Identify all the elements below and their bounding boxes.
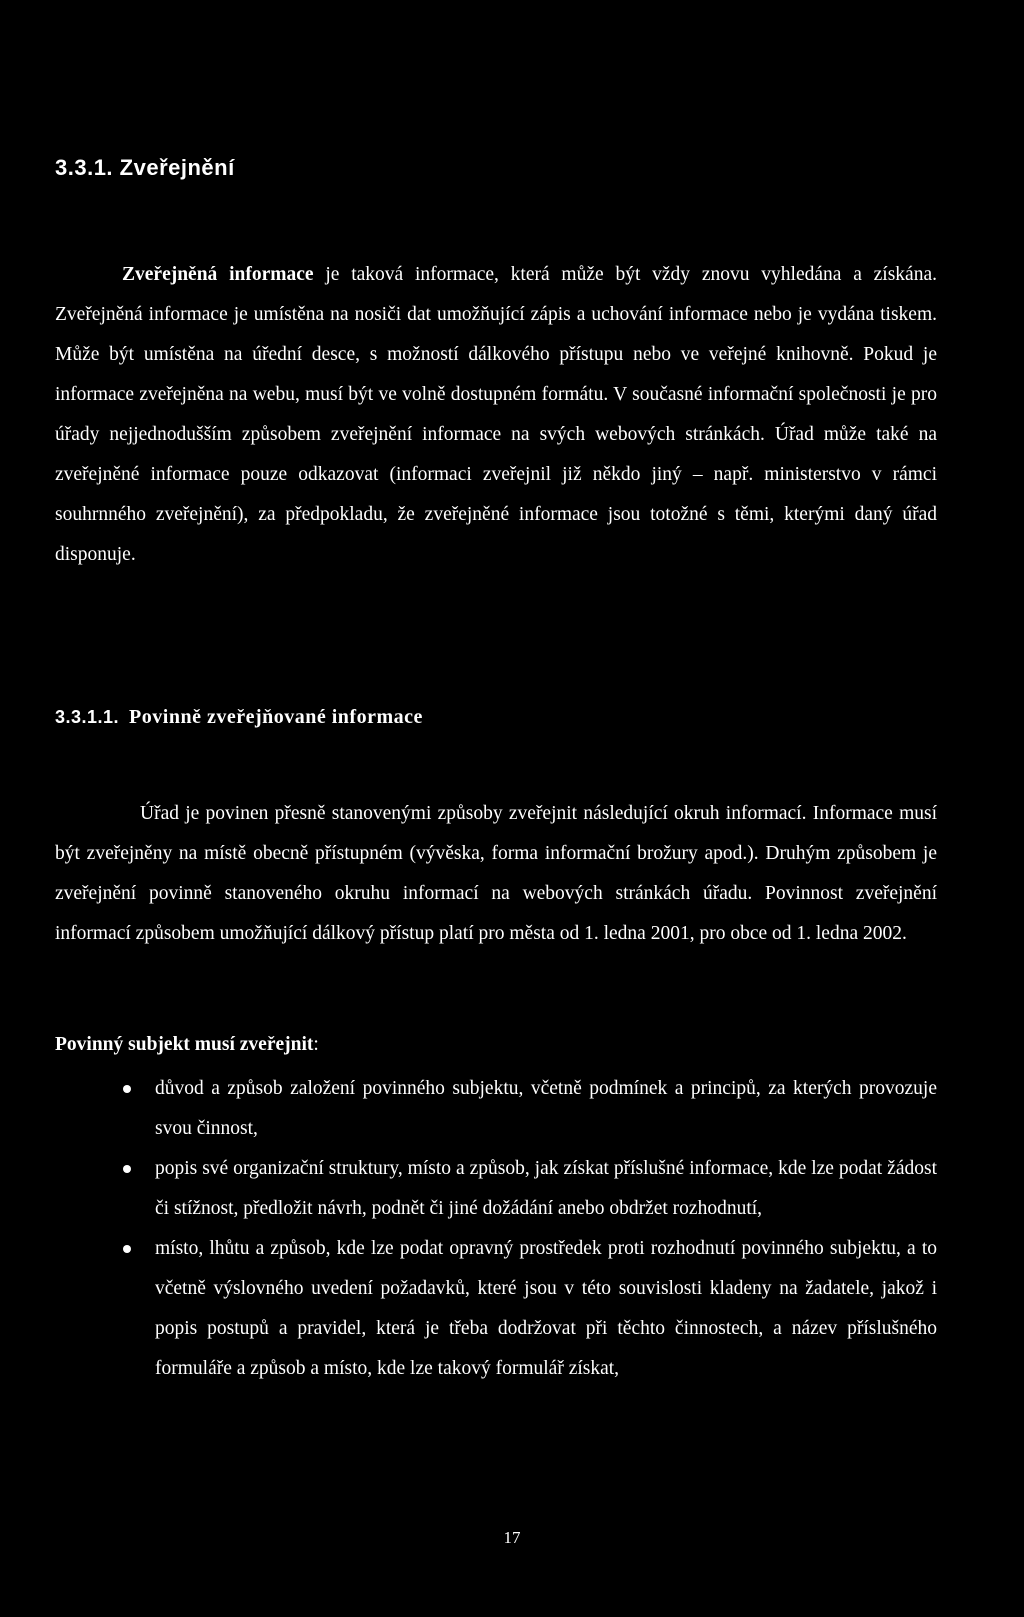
subsection-paragraph: Úřad je povinen přesně stanovenými způsoby zveřejnit následující okruh informací. Informace musí být zveřejněny na místě obecně přístupném (vývěska, forma informační brožury apod.). Druhým způsobem je zveřejnění povinně stanoveného okruhu informací na webových stránkách úřadu. Povinnost zveřejnění informací způsobem umožňující dálkový přístup platí pro města od 1. ledna 2001, pro obce od 1. ledna 2002. bbox=[55, 803, 937, 944]
bullet-icon bbox=[123, 1165, 131, 1173]
list-item-text: místo, lhůtu a způsob, kde lze podat opravný prostředek proti rozhodnutí povinného subjektu, a to včetně výslovného uvedení požadavků, které jsou v této souvislosti kladeny na žadatele, jakož i popis postupů a pravidel, která je třeba dodržovat při těchto činnostech, a název příslušného formuláře a způsob a místo, kde lze takový formulář získat, bbox=[155, 1238, 937, 1379]
list-heading bbox=[55, 1025, 319, 1065]
list-heading-colon: : bbox=[313, 1034, 319, 1055]
list-item bbox=[55, 1229, 937, 1389]
page-number: 17 bbox=[503, 1528, 521, 1547]
paragraph-text: je taková informace, která může být vždy znovu vyhledána a získána. Zveřejněná informace je umístěna na nosiči dat umožňující zápis a uchování informace nebo je vydána tiskem. Může být umístěna na úřední desce, s možností dálkového přístupu nebo ve veřejné knihovně. Pokud je informace zveřejněna na webu, musí být ve volně dostupném formátu. V současné informační společnosti je pro úřady nejjednodušším způsobem zveřejnění informace na svých webových stránkách. Úřad může také na zveřejněné informace pouze odkazovat (informaci zveřejnil již někdo jiný – např. ministerstvo v rámci souhrnného zveřejnění), za předpokladu, že zveřejněné informace jsou totožné s těmi, kterými daný úřad disponuje. bbox=[55, 264, 937, 565]
subsection-title: Povinně zveřejňované informace bbox=[129, 706, 423, 728]
list-item bbox=[55, 1149, 937, 1229]
list-heading-text: Povinný subjekt musí zveřejnit bbox=[55, 1034, 314, 1055]
bullet-icon bbox=[123, 1085, 131, 1093]
bullet-icon bbox=[123, 1245, 131, 1253]
section-heading: 3.3.1. Zveřejnění bbox=[55, 155, 235, 180]
obligations-list bbox=[55, 1069, 937, 1389]
section-paragraph bbox=[55, 255, 937, 575]
defined-term: Zveřejněná informace bbox=[122, 264, 314, 285]
subsection-heading bbox=[55, 706, 423, 729]
subsection-number: 3.3.1.1. bbox=[55, 707, 120, 727]
list-item bbox=[55, 1069, 937, 1149]
list-item-text: důvod a způsob založení povinného subjektu, včetně podmínek a principů, za kterých provozuje svou činnost, bbox=[155, 1078, 937, 1139]
list-item-text: popis své organizační struktury, místo a způsob, jak získat příslušné informace, kde lze podat žádost či stížnost, předložit návrh, podnět či jiné dožádání anebo obdržet rozhodnutí, bbox=[155, 1158, 937, 1219]
